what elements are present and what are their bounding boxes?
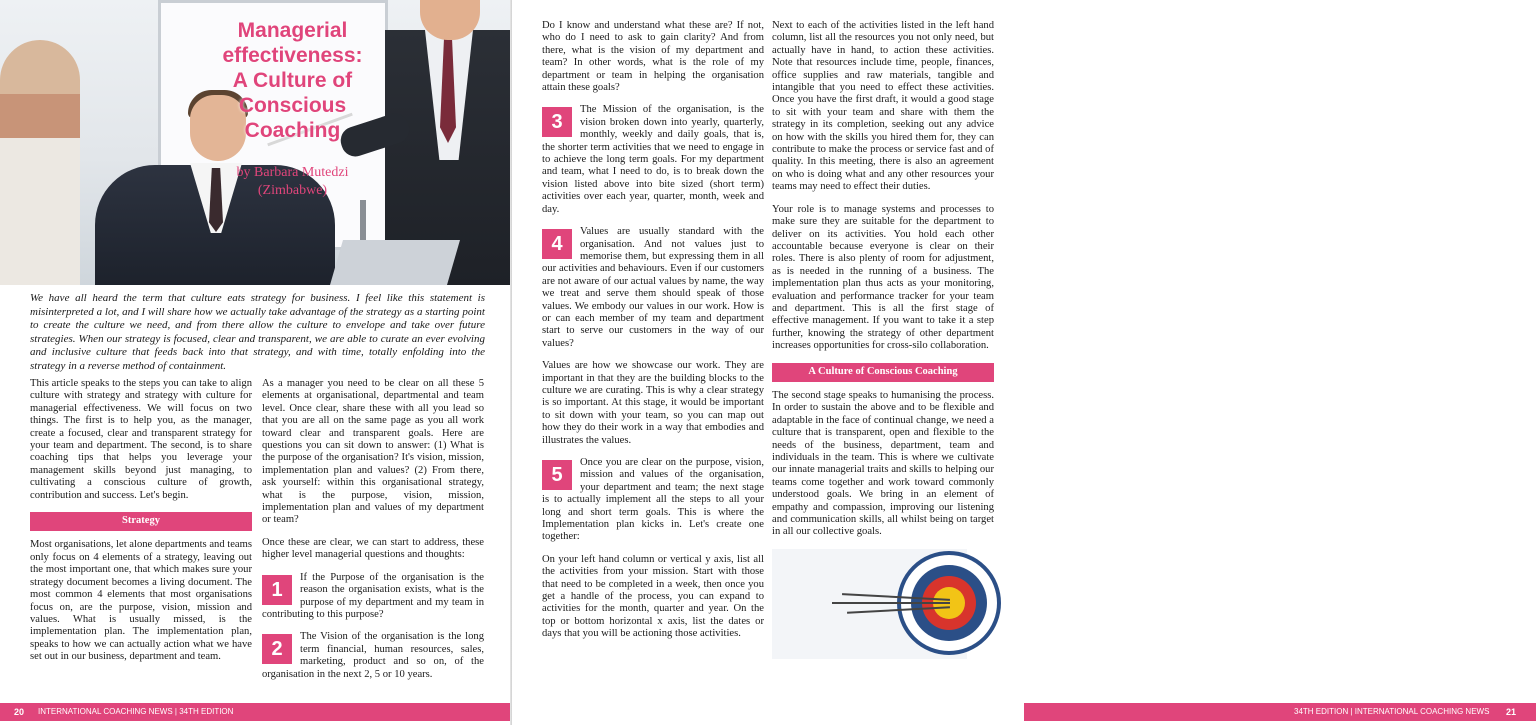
numbered-item-text: Values are usually standard with the organisation. And not values just to memorise them, but expressing them in all our activities and behaviours. Even if our customers are not aware of our actual values by name, the way we treat and serve them should speak of those values. We embody our values in our work. How is or can each member of my team and department start to serve our customers in the way of our values?	[542, 226, 764, 349]
numbered-item	[262, 631, 484, 681]
numbered-item	[542, 226, 764, 350]
number-badge: 1	[262, 575, 292, 605]
page-number: 20	[14, 707, 25, 717]
paragraph: Next to each of the activities listed in the left hand column, list all the resources you not only need, but actually have in hand, to action these activities. Note that resources include time, people, finances, office supplies and raw materials, tangible and intangible that you need to effect these activities. Once you have the first draft, it would a good stage to sit with your team and share with them the strategy in its completion, seeking out any advice on how with the skills you hired them for, they can contribute to make the process or service fast and of quality. In this meeting, there is also an agreement on who is doing what and any other resources your teams may need to effect their duties.	[772, 20, 994, 193]
arrow-icon	[832, 602, 950, 604]
numbered-item	[542, 457, 764, 544]
numbered-item	[262, 572, 484, 622]
dartboard-target-image	[772, 549, 967, 659]
column-4	[772, 20, 994, 659]
numbered-item	[542, 104, 764, 216]
numbered-item-text: The Mission of the organisation, is the vision broken down into yearly, quarterly, monthly, weekly and daily goals, that is, the shorter term activities that we need to engage in to achieve the long term goals. For my department and team, what I need to do, is to break down the vision listed above into bite sized (short term) activities over each year, quarter, month, week and day.	[542, 104, 764, 215]
paragraph: On your left hand column or vertical y axis, list all the activities from your mission. Start with those that need to be completed in a week, then once you get a handle of the process, you can expand to activities for the month, quarter and year. On the top or bottom horizontal x axis, list the dates or days that you will be actioning those activities.	[542, 553, 764, 640]
title-line: effectiveness:	[222, 44, 363, 67]
footer-publication: 34TH EDITION | INTERNATIONAL COACHING NEWS	[1294, 707, 1490, 716]
intro-paragraph: We have all heard the term that culture eats strategy for business. I feel like this statement is misinterpreted a lot, and I will share how we actually take advantage of the strategy as a starting point to create the culture we need, and from there allow the culture to envelope and take over future strategies. When our strategy is focused, clear and transparent, we are able to curate an ever evolving and inclusive culture that feeds back into that strategy, and with time, totally enfolding into the strategy in a reverse method of containment.	[30, 292, 485, 372]
paragraph: Once these are clear, we can start to address, these higher level managerial questions and thoughts:	[262, 536, 484, 561]
title-line: Coaching	[244, 119, 341, 142]
numbered-item-text: Once you are clear on the purpose, vision, mission and values of the organisation, your department and team; the next stage is to actually implement all the steps to all your long and short term goals. This is where the Implementation plan kicks in. Let's create one together:	[542, 457, 764, 543]
laptop-graphic	[330, 240, 460, 285]
paragraph: Values are how we showcase our work. They are important in that they are the building blocks to the culture we are curating. This is why a clear strategy is so important. At this stage, it would be important to sit down with your team, so you can map out how they do their work in a way that embodies and illustrates the values.	[542, 360, 764, 446]
section-heading-strategy: Strategy	[30, 512, 252, 531]
paragraph: The second stage speaks to humanising the process. In order to sustain the above and to be flexible and adaptable in the face of continual change, we need a culture that is transparent, open and flexible to the needs of the business, department, team and individuals in the team. This is where we cultivate our innate managerial traits and skills to helping our teams come together and work toward commonly understood goals. We bring in an element of empathy and compassion, improving our listening and communication skills, all whilst being on target in all our collective goals.	[772, 389, 994, 538]
left-page	[0, 0, 512, 725]
column-3	[542, 20, 764, 651]
title-line: Managerial	[237, 19, 348, 42]
footer-right	[1024, 703, 1536, 721]
section-heading-culture: A Culture of Conscious Coaching	[772, 363, 994, 382]
byline-country: (Zimbabwe)	[257, 183, 328, 198]
byline-author: by Barbara Mutedzi	[236, 165, 349, 180]
number-badge: 2	[262, 634, 292, 664]
paragraph: This article speaks to the steps you can take to align culture with strategy and strategy with culture for managerial effectiveness. We will focus on two things. The first is to help you, as the manager, create a focused, clear and transparent strategy for your team and department. The second, is to share coaching tips that helps you leverage your management skills beyond just managing, to cultivating a conscious culture of growth, contribution and success. Let's begin.	[30, 378, 252, 501]
byline	[230, 164, 355, 200]
footer-left	[0, 703, 512, 721]
paragraph: Do I know and understand what these are? If not, who do I need to ask to gain clarity? And from there, what is the vision of my department and team? In other words, what is the role of my department or team in helping the organisation attain these goals?	[542, 20, 764, 94]
paragraph: Your role is to manage systems and processes to make sure they are suitable for the department to deliver on its activities. You hold each other accountable because everyone is clear on their roles. There is also plenty of room for adjustment, as is needed in the running of a business. The implementation plan thus acts as your monitoring, evaluation and performance tracker for your team and department. This is all the first stage of effective management. If you want to take it a step further, knowing the strategy of other department increases opportunities for cross-silo collaboration.	[772, 203, 994, 352]
numbered-item-text: If the Purpose of the organisation is the reason the organisation exists, what is the purpose of my department and my team in contributing to this purpose?	[262, 571, 484, 620]
numbered-item-text: The Vision of the organisation is the long term financial, human resources, sales, marketing, product and so on, of the organisation in the next 2, 5 or 10 years.	[262, 631, 484, 680]
column-1	[30, 378, 252, 674]
right-page	[512, 0, 1517, 725]
number-badge: 4	[542, 229, 572, 259]
paragraph: As a manager you need to be clear on all these 5 elements at organisational, departmental and team level. Once clear, share these with all you lead so that you are all on the same page as you all work toward clear and transparent goals. Here are questions you can sit down to answer: (1) What is the purpose of the organisation? It's vision, mission, implementation plan and values? (2) From there, ask yourself: within this organisational strategy, what is the purpose, vision, mission, implementation plan and values of my department or team?	[262, 378, 484, 526]
page-number: 21	[1506, 707, 1517, 717]
article-title	[205, 18, 380, 143]
title-line: Conscious	[238, 94, 347, 117]
footer-publication: INTERNATIONAL COACHING NEWS | 34TH EDITION	[38, 707, 234, 716]
header-photo	[0, 0, 512, 285]
paragraph: Most organisations, let alone departments and teams only focus on 4 elements of a strategy, leaving out the most important one, that which makes sure your strategy document becomes a living document. The most common 4 elements that most organisations focus on, are the purpose, vision, mission and values. What is usually missed, is the implementation plan. The implementation plan, speaks to how we can actually action what we have set out in our business, department and team.	[30, 539, 252, 663]
column-2	[262, 378, 484, 691]
person-left-graphic	[0, 40, 80, 285]
number-badge: 3	[542, 107, 572, 137]
number-badge: 5	[542, 460, 572, 490]
title-line: A Culture of	[232, 69, 353, 92]
